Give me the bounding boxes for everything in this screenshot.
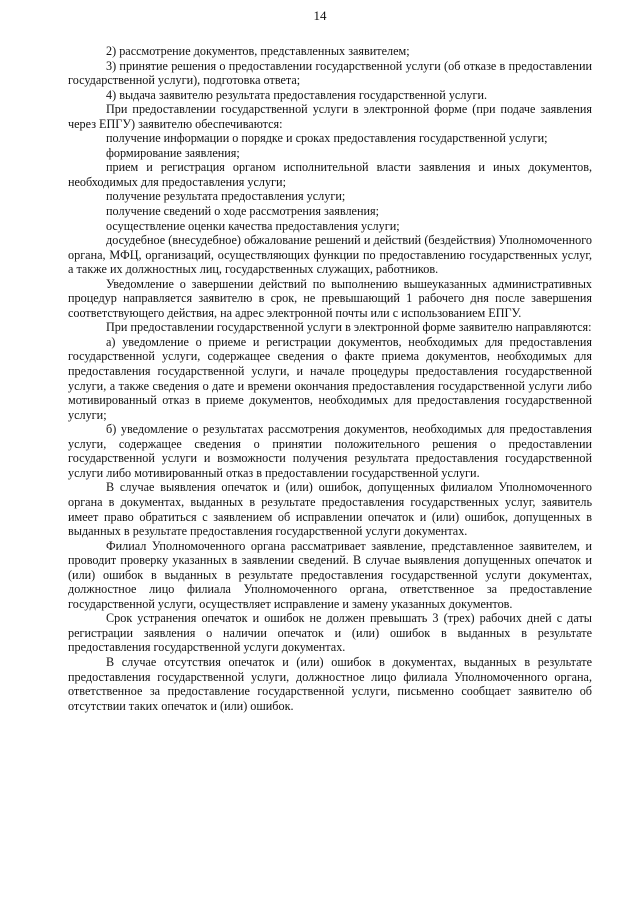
list-item-notice-b: б) уведомление о результатах рассмотрения документов, необходимых для предоставления услуги, содержащее сведения о принятии положительного решения о предоставлении государственной услуги и возможности получения результата предоставления государственной услуги либо мотивированный отказ в предоставлении государственной услуги. bbox=[68, 422, 592, 480]
paragraph-notifications-intro: При предоставлении государственной услуги в электронной форме заявителю направляются: bbox=[106, 320, 592, 335]
list-item-decision: 3) принятие решения о предоставлении государственной услуги (об отказе в предоставлении государственной услуги), подготовка ответа; bbox=[68, 58, 592, 88]
paragraph-errors-detected: В случае выявления опечаток и (или) ошибок, допущенных филиалом Уполномоченного органа в документах, выданных в результате предоставления государственных услуг, заявитель имеет право обратиться с заявлением об исправлении опечаток и (или) ошибок, допущенных в выданных в результате предоставления государственной услуги документах. bbox=[68, 480, 592, 539]
list-item-progress-info: получение сведений о ходе рассмотрения заявления; bbox=[106, 204, 379, 219]
document-body bbox=[68, 44, 592, 713]
list-item-appeal: досудебное (внесудебное) обжалование решений и действий (бездействия) Уполномоченного органа, МФЦ, организаций, осуществляющих функции по предоставлению государственных услуг, а также их должностных лиц, государственных служащих, работников. bbox=[68, 233, 592, 277]
paragraph-no-errors: В случае отсутствия опечаток и (или) ошибок в документах, выданных в результате предоставления государственной услуги, должностное лицо филиала Уполномоченного органа, ответственное за предоставление государственной услуги, письменно сообщает заявителю об отсутствии таких опечаток и (или) ошибок. bbox=[68, 654, 592, 713]
list-item-registration: прием и регистрация органом исполнительной власти заявления и иных документов, необходимых для предоставления услуги; bbox=[68, 160, 592, 189]
list-item-info: получение информации о порядке и сроках предоставления государственной услуги; bbox=[106, 131, 548, 146]
page-number: 14 bbox=[313, 8, 327, 23]
list-item-form-application: формирование заявления; bbox=[106, 145, 240, 160]
paragraph-branch-review: Филиал Уполномоченного органа рассматривает заявление, представленное заявителем, и проводит проверку указанных в заявлении сведений. В случае выявления допущенных опечаток и (или) ошибок в выданных в результате предоставления государственной услуги документах, должностное лицо филиала Уполномоченного органа, ответственное за предоставление государственной услуги, осуществляет исправление и замену указанных документов. bbox=[68, 538, 592, 611]
list-item-quality-assessment: осуществление оценки качества предоставления услуги; bbox=[106, 218, 400, 233]
paragraph-completion-notice: Уведомление о завершении действий по выполнению вышеуказанных административных процедур направляется заявителю в срок, не превышающий 1 рабочего дня после завершения соответствующего действия, на адрес электронной почты или с использованием ЕПГУ. bbox=[68, 276, 592, 320]
list-item-notice-a: а) уведомление о приеме и регистрации документов, необходимых для предоставления государственной услуги, содержащее сведения о факте приема документов, необходимых для предоставления государственной услуги, и начале процедуры предоставления государственной услуги, а также сведения о дате и времени окончания предоставления государственной услуги либо мотивированный отказ в приеме документов, необходимых для предоставления государственной услуги; bbox=[68, 334, 592, 422]
list-item-review-documents: 2) рассмотрение документов, представленных заявителем; bbox=[106, 44, 410, 58]
list-item-get-result: получение результата предоставления услуги; bbox=[106, 189, 346, 204]
paragraph-electronic-form-intro: При предоставлении государственной услуги в электронной форме (при подаче заявления через ЕПГУ) заявителю обеспечиваются: bbox=[68, 102, 592, 131]
list-item-issue-result: 4) выдача заявителю результата предоставления государственной услуги. bbox=[106, 87, 488, 102]
paragraph-correction-deadline: Срок устранения опечаток и ошибок не должен превышать 3 (трех) рабочих дней с даты регистрации заявления о наличии опечаток и (или) ошибок в выданных в результате предоставления государственной услуги документах. bbox=[68, 611, 592, 655]
